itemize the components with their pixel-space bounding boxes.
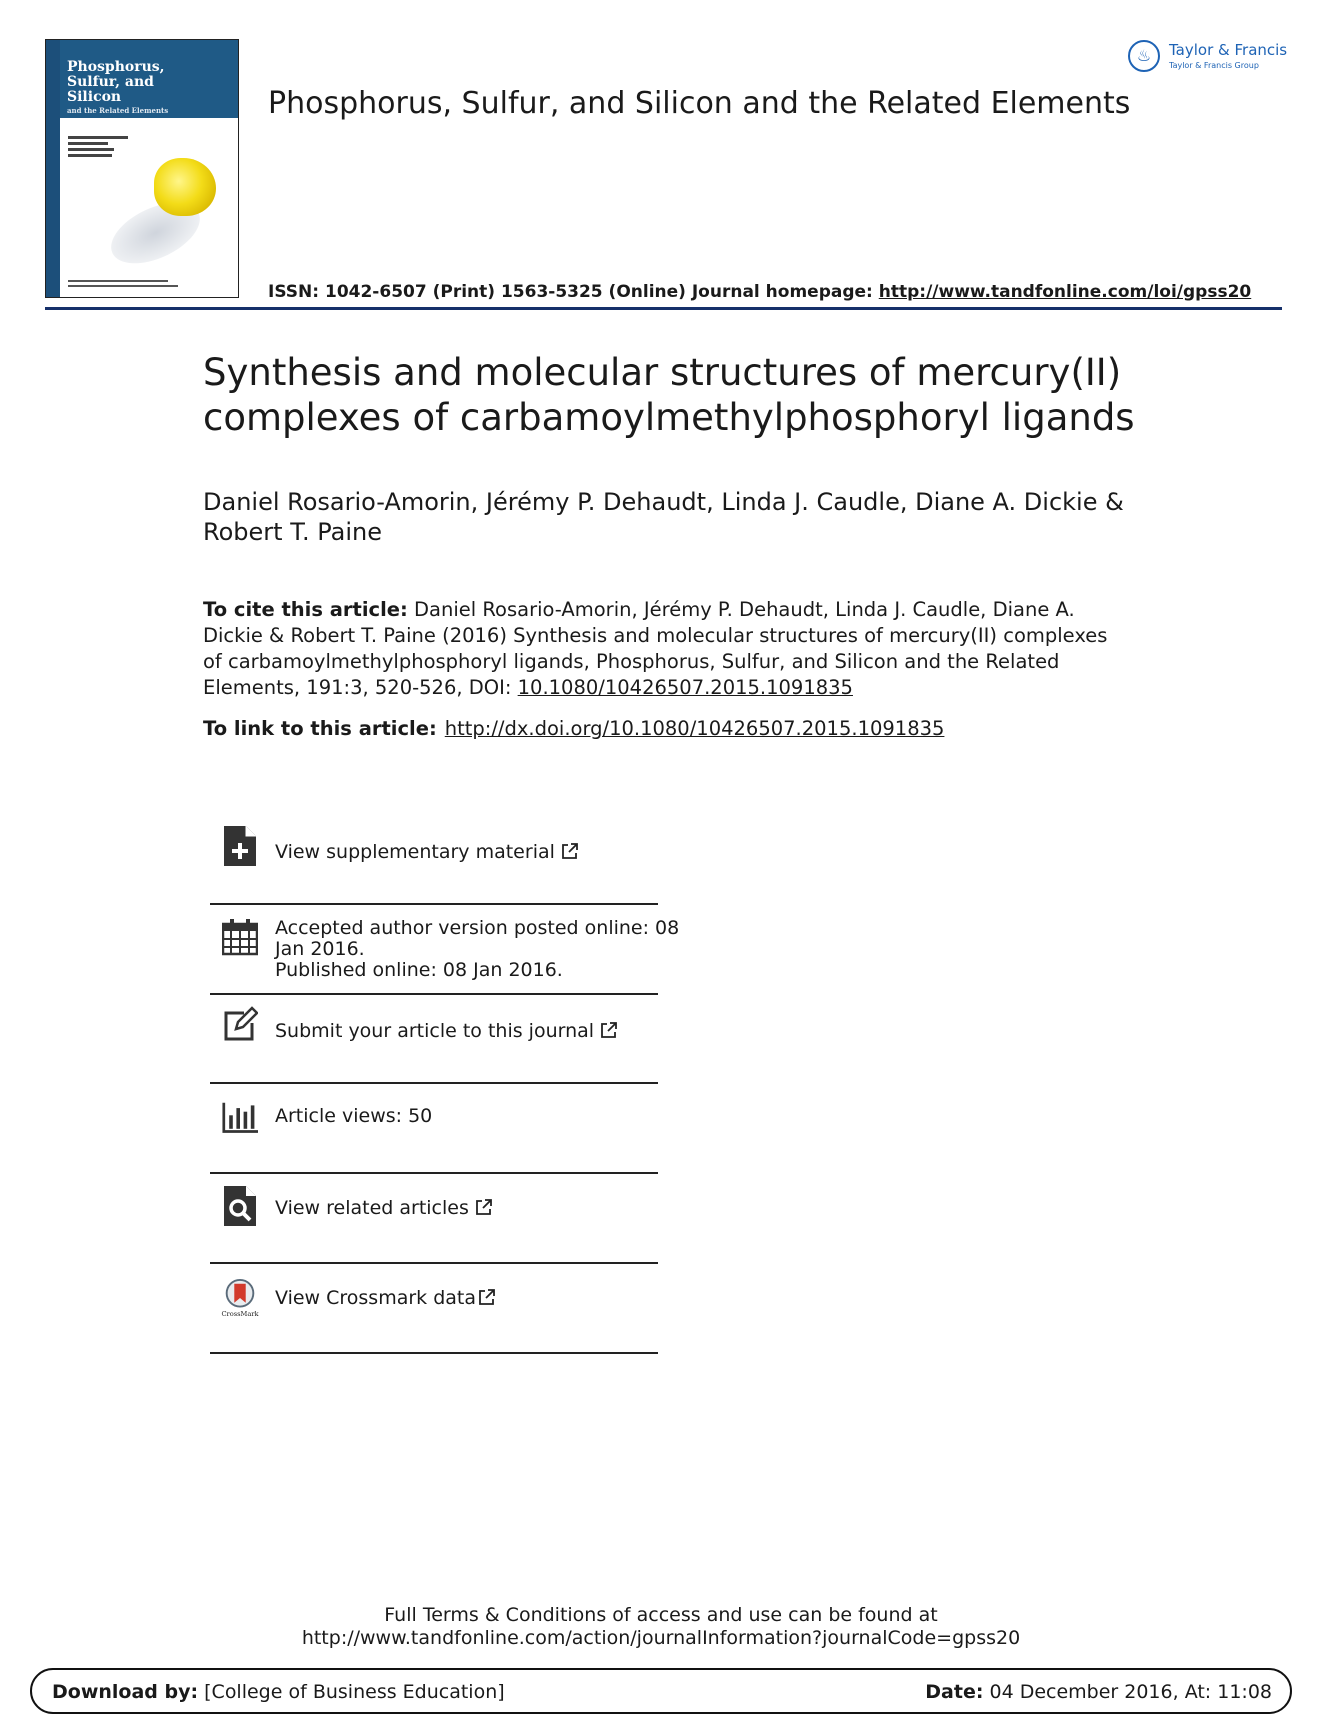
accepted-date: Jan 2016.	[275, 938, 365, 960]
edit-icon	[222, 1005, 258, 1045]
submit-label: Submit your article to this journal	[275, 1020, 595, 1042]
cover-title-line: Silicon	[67, 89, 122, 105]
journal-homepage-link[interactable]: http://www.tandfonline.com/loi/gpss20	[878, 282, 1252, 302]
cover-text-lines	[68, 136, 128, 160]
related-row[interactable]	[210, 1174, 658, 1262]
supplementary-file-icon	[222, 826, 258, 866]
publisher-logo[interactable]	[1128, 40, 1288, 76]
article-views: Article views: 50	[275, 1105, 433, 1127]
info-divider	[210, 1352, 658, 1354]
cover-spine	[46, 40, 60, 297]
article-authors	[203, 487, 1163, 547]
submit-link[interactable]	[275, 1021, 618, 1042]
supplementary-label: View supplementary material	[275, 841, 555, 863]
terms-url[interactable]: http://www.tandfonline.com/action/journalInformation?journalCode=gpss20	[301, 1627, 1021, 1649]
doi-link[interactable]: 10.1080/10426507.2015.1091835	[517, 676, 853, 699]
article-link-label: To link to this article:	[203, 717, 437, 740]
issn-line	[268, 282, 1251, 302]
cover-title-line: Phosphorus,	[67, 59, 165, 75]
cover-title-line: Sulfur, and	[67, 74, 154, 90]
download-by	[52, 1681, 505, 1703]
article-title-line: Synthesis and molecular structures of mercury(II)	[203, 351, 1122, 394]
terms-and-conditions	[0, 1604, 1322, 1650]
article-title-line: complexes of carbamoylmethylphosphoryl ligands	[203, 396, 1135, 439]
publisher-name: Taylor & Francis	[1169, 41, 1288, 59]
date-value: 04 December 2016, At: 11:08	[983, 1681, 1272, 1703]
calendar-icon	[222, 917, 258, 957]
accepted-date: Accepted author version posted online: 08	[275, 917, 680, 939]
published-date: Published online: 08 Jan 2016.	[275, 959, 563, 981]
views-row	[210, 1084, 658, 1172]
related-articles-icon	[222, 1186, 258, 1226]
cover-subtitle: and the Related Elements	[67, 106, 169, 115]
external-link-icon	[600, 1021, 618, 1039]
submit-row[interactable]	[210, 995, 658, 1082]
related-link[interactable]	[275, 1198, 493, 1219]
cover-footer-lines	[68, 277, 178, 287]
journal-title: Phosphorus, Sulfur, and Silicon and the Related Elements	[268, 86, 1131, 121]
external-link-icon	[561, 842, 579, 860]
authors-line: Daniel Rosario-Amorin, Jérémy P. Dehaudt, Linda J. Caudle, Diane A. Dickie &	[203, 488, 1124, 516]
crossmark-caption: CrossMark	[221, 1310, 259, 1318]
citation-text: Elements, 191:3, 520-526, DOI:	[203, 676, 518, 699]
external-link-icon	[475, 1198, 493, 1216]
citation-block	[203, 597, 1123, 701]
publisher-lamp-icon: ♨	[1128, 40, 1160, 72]
crossmark-row[interactable]	[210, 1264, 658, 1352]
article-title	[203, 350, 1163, 440]
related-label: View related articles	[275, 1197, 469, 1219]
crossmark-link[interactable]	[275, 1288, 496, 1309]
article-link-line	[203, 717, 944, 740]
crossmark-icon	[219, 1278, 261, 1318]
date-label: Date:	[925, 1681, 984, 1703]
citation-label: To cite this article:	[203, 598, 408, 621]
header-rule	[45, 307, 1282, 310]
download-institution: [College of Business Education]	[198, 1681, 505, 1703]
bar-chart-icon	[222, 1098, 258, 1138]
citation-text: of carbamoylmethylphosphoryl ligands, Phosphorus, Sulfur, and Silicon and the Related	[203, 650, 1060, 673]
supplementary-link[interactable]	[275, 842, 579, 863]
cover-sulfur-crystal	[154, 158, 216, 216]
citation-text: Daniel Rosario-Amorin, Jérémy P. Dehaudt, Linda J. Caudle, Diane A.	[407, 598, 1075, 621]
article-info-panel	[210, 820, 680, 1354]
external-link-icon	[478, 1288, 496, 1306]
issn-text: ISSN: 1042-6507 (Print) 1563-5325 (Online) Journal homepage:	[268, 282, 879, 302]
article-link[interactable]: http://dx.doi.org/10.1080/10426507.2015.1091835	[444, 717, 945, 740]
terms-text: Full Terms & Conditions of access and use can be found at	[384, 1604, 938, 1626]
supplementary-row[interactable]	[210, 820, 658, 903]
download-label: Download by:	[52, 1681, 199, 1703]
publication-dates	[275, 918, 679, 981]
crossmark-label: View Crossmark data	[275, 1287, 477, 1309]
citation-text: Dickie & Robert T. Paine (2016) Synthesis and molecular structures of mercury(II) complexes	[203, 624, 1108, 647]
authors-line: Robert T. Paine	[203, 518, 383, 546]
journal-cover-image	[45, 39, 239, 298]
publisher-group: Taylor & Francis Group	[1169, 61, 1259, 70]
download-date	[925, 1681, 1272, 1703]
publication-dates-row	[210, 905, 680, 993]
download-info-bar	[30, 1668, 1292, 1714]
cover-title	[60, 40, 238, 118]
